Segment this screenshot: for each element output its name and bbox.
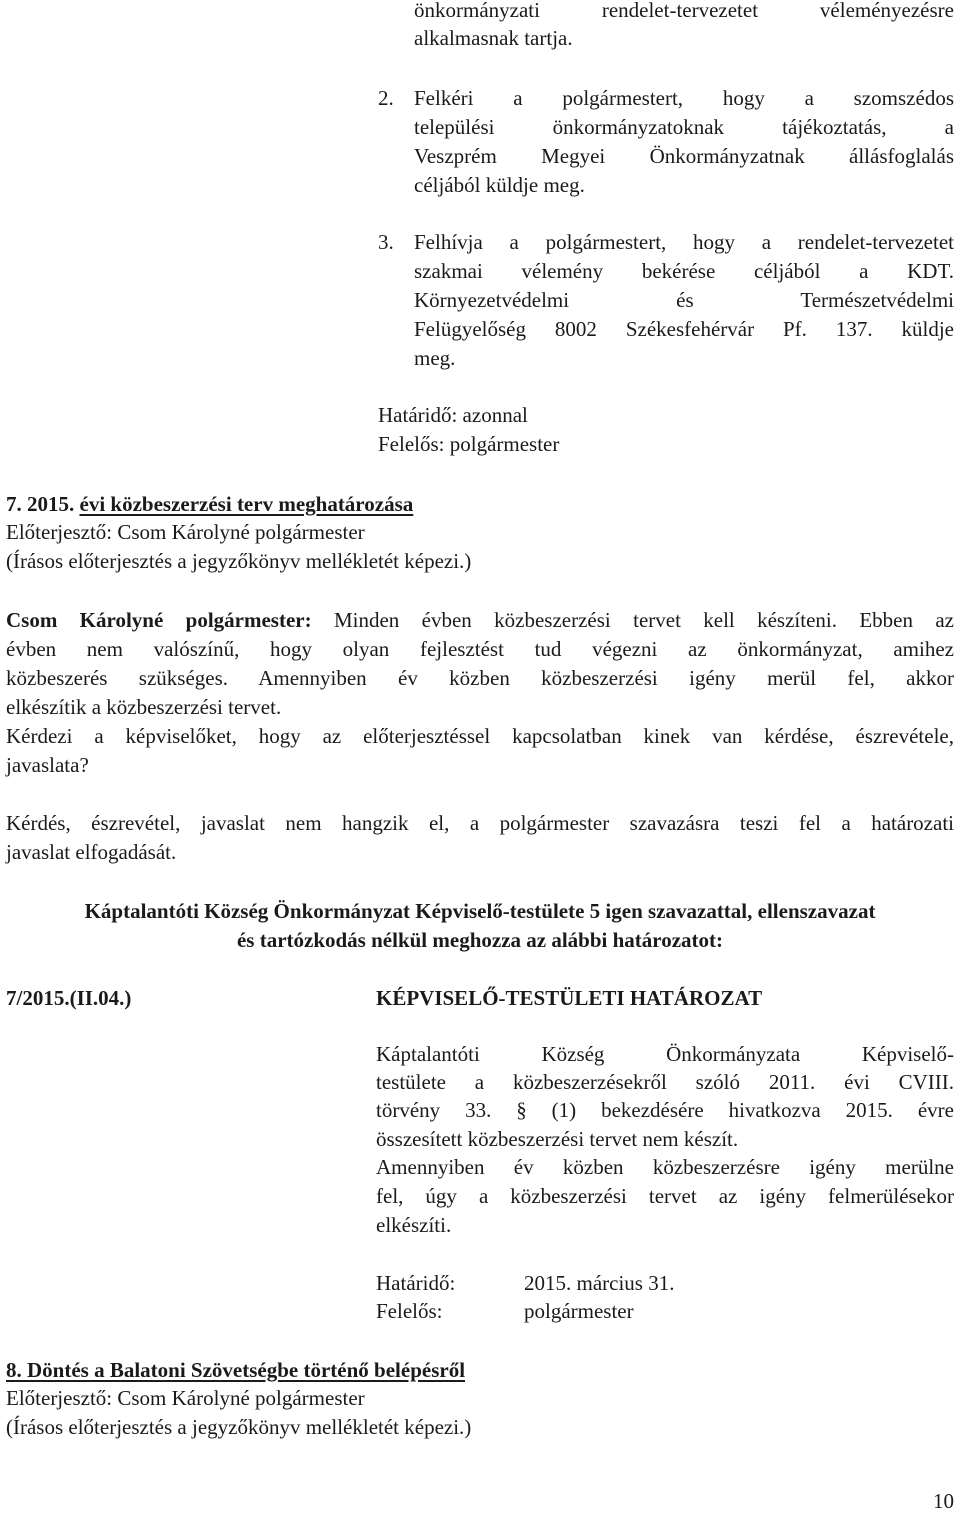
item1-line1: önkormányzati rendelet-tervezetet véleményezésre bbox=[414, 0, 954, 22]
section7-p1-line1-rest: Minden évben közbeszerzési tervet kell készíteni. Ebben az bbox=[333, 608, 955, 632]
section7-p3-line1: Kérdés, észrevétel, javaslat nem hangzik el, a polgármester szavazásra teszi fel a határozati bbox=[6, 811, 954, 835]
section7-p1-line4: elkészítik a közbeszerzési tervet. bbox=[6, 695, 282, 719]
section7-heading-text: évi közbeszerzési terv meghatározása bbox=[79, 492, 414, 516]
item2-number: 2. bbox=[378, 86, 394, 110]
item2-line1: Felkéri a polgármestert, hogy a szomszédos bbox=[414, 86, 954, 110]
section8-heading: 8. Döntés a Balatoni Szövetségbe történő belépésről bbox=[6, 1358, 466, 1382]
resolution-line4: összesített közbeszerzési tervet nem készít. bbox=[376, 1127, 739, 1151]
vote-line2: és tartózkodás nélkül meghozza az alábbi határozatot: bbox=[236, 928, 724, 952]
resolution-line1: Káptalantóti Község Önkormányzata Képviselő- bbox=[376, 1042, 954, 1066]
item1-line2: alkalmasnak tartja. bbox=[414, 26, 573, 50]
item2-line2: települési önkormányzatoknak tájékoztatás, a bbox=[414, 115, 954, 139]
item3-line4: Felügyelőség 8002 Székesfehérvár Pf. 137. küldje bbox=[414, 317, 954, 341]
resolution-line3: törvény 33. § (1) bekezdésére hivatkozva 2015. évre bbox=[376, 1098, 954, 1122]
section8-attachment-note: (Írásos előterjesztés a jegyzőkönyv mellékletét képezi.) bbox=[6, 1415, 472, 1439]
resolution-number: 7/2015.(II.04.) bbox=[6, 986, 132, 1010]
item3-line3: Környezetvédelmi és Természetvédelmi bbox=[414, 288, 954, 312]
resolution-line2: testülete a közbeszerzésekről szóló 2011. évi CVIII. bbox=[376, 1070, 954, 1094]
responsible-line: Felelős: polgármester bbox=[378, 432, 560, 456]
section7-p3-line2: javaslat elfogadását. bbox=[6, 840, 177, 864]
section7-p1-line3: közbeszerés szükséges. Amennyiben év közben közbeszerzési igény merül fel, akkor bbox=[6, 666, 954, 690]
resolution-title: KÉPVISELŐ-TESTÜLETI HATÁROZAT bbox=[376, 986, 763, 1010]
vote-line1: Káptalantóti Község Önkormányzat Képviselő-testülete 5 igen szavazattal, ellenszavazat bbox=[84, 899, 876, 923]
section8-presenter: Előterjesztő: Csom Károlyné polgármester bbox=[6, 1386, 365, 1410]
item2-line3: Veszprém Megyei Önkormányzatnak állásfoglalás bbox=[414, 144, 954, 168]
resolution-line7: elkészíti. bbox=[376, 1213, 452, 1237]
item3-line1: Felhívja a polgármestert, hogy a rendelet-tervezetet bbox=[414, 230, 954, 254]
item3-line5: meg. bbox=[414, 346, 456, 370]
item3-number: 3. bbox=[378, 230, 394, 254]
section7-heading-number: 7. 2015. bbox=[6, 492, 75, 516]
section7-p2-line2: javaslata? bbox=[6, 753, 89, 777]
deadline-line: Határidő: azonnal bbox=[378, 403, 528, 427]
resolution-deadline-label: Határidő: bbox=[376, 1271, 456, 1295]
section7-heading bbox=[6, 490, 413, 518]
resolution-deadline-value: 2015. március 31. bbox=[524, 1271, 675, 1295]
page-number: 10 bbox=[933, 1489, 954, 1513]
item2-line4: céljából küldje meg. bbox=[414, 173, 585, 197]
resolution-line6: fel, úgy a közbeszerzési tervet az igény felmerülésekor bbox=[376, 1184, 954, 1208]
item3-line2: szakmai vélemény bekérése céljából a KDT. bbox=[414, 259, 954, 283]
section7-p1-line1 bbox=[6, 606, 954, 634]
section7-p1-line2: évben nem valószínű, hogy olyan fejlesztést tud végezni az önkormányzat, amihez bbox=[6, 637, 954, 661]
resolution-responsible-label: Felelős: bbox=[376, 1299, 443, 1323]
section7-attachment-note: (Írásos előterjesztés a jegyzőkönyv mellékletét képezi.) bbox=[6, 549, 472, 573]
section7-p2-line1: Kérdezi a képviselőket, hogy az előterjesztéssel kapcsolatban kinek van kérdése, észrevétele, bbox=[6, 724, 954, 748]
resolution-responsible-value: polgármester bbox=[524, 1299, 634, 1323]
section7-presenter: Előterjesztő: Csom Károlyné polgármester bbox=[6, 520, 365, 544]
resolution-line5: Amennyiben év közben közbeszerzésre igény merülne bbox=[376, 1155, 954, 1179]
speaker-name: Csom Károlyné polgármester: bbox=[6, 608, 312, 632]
